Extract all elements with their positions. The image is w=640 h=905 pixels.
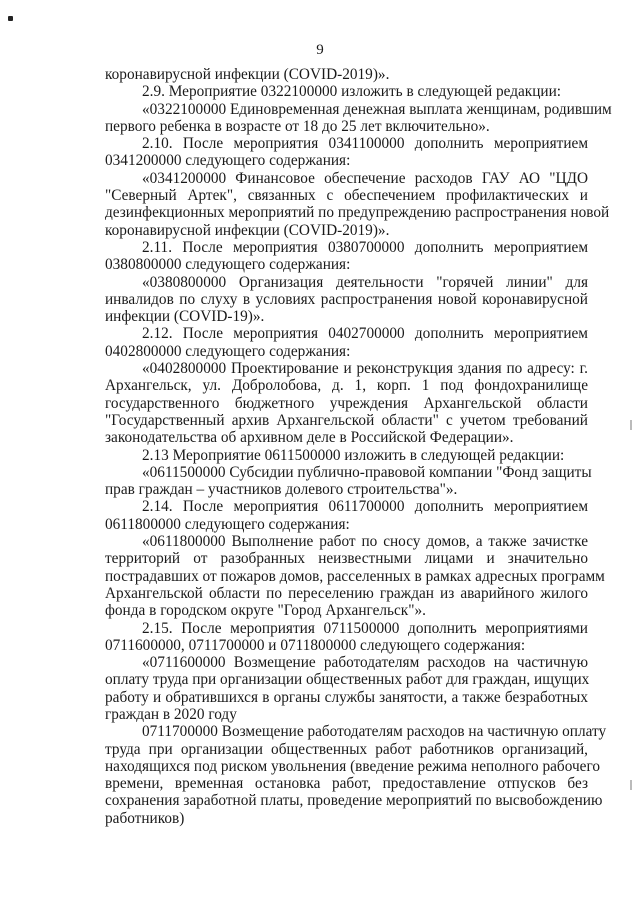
text-line: пострадавших от пожаров домов, расселенных в рамках адресных программ (105, 567, 605, 585)
text-line: времени, временная остановка работ, предоставление отпусков без (105, 775, 588, 793)
text-line: «0341200000 Финансовое обеспечение расходов ГАУ АО "ЦДО (142, 169, 588, 187)
scan-mark (8, 16, 13, 21)
text-line: "Северный Артек", связанных с обеспечением профилактических и (105, 187, 588, 205)
text-line: фонда в городском округе "Город Архангельск"». (105, 602, 426, 620)
text-line: 2.15. После мероприятия 0711500000 дополнить мероприятиями (142, 619, 588, 637)
text-line: 0711700000 Возмещение работодателям расходов на частичную оплату (142, 723, 607, 741)
text-line: 2.10. После мероприятия 0341100000 дополнить мероприятием (142, 135, 588, 153)
text-line: прав граждан – участников долевого строительства"». (105, 481, 458, 499)
text-line: 2.14. После мероприятия 0611700000 дополнить мероприятием (142, 498, 588, 516)
text-line: граждан в 2020 году (105, 705, 237, 723)
body-text (105, 66, 612, 827)
text-line: коронавирусной инфекции (COVID-2019)». (105, 66, 390, 83)
text-line: труда при организации общественных работ работников организаций, (105, 740, 588, 758)
text-line: оплату труда при организации общественных работ для граждан, ищущих (105, 671, 590, 689)
margin-scan-mark (630, 780, 632, 790)
text-line: инвалидов по слуху в условиях распространения новой коронавирусной (105, 290, 588, 308)
margin-scan-mark (630, 420, 632, 430)
text-line: 0711600000, 0711700000 и 0711800000 следующего содержания: (105, 636, 526, 654)
text-line: 0380800000 следующего содержания: (105, 256, 351, 274)
text-line: «0711600000 Возмещение работодателям расходов на частичную (142, 654, 588, 672)
text-line: «0611800000 Выполнение работ по сносу домов, а также зачистке (142, 533, 588, 551)
text-line: территорий от разобранных неизвестными лицами и значительно (105, 550, 588, 568)
text-line: дезинфекционных мероприятий по предупреждению распространения новой (105, 204, 610, 222)
text-line: коронавирусной инфекции (COVID-2019)». (105, 221, 390, 239)
text-line: сохранения заработной платы, проведение мероприятий по высвобождению (105, 792, 603, 810)
text-line: Архангельской области по переселению граждан из аварийного жилого (105, 584, 588, 602)
page-number: 9 (316, 42, 324, 58)
text-line: 2.13 Мероприятие 0611500000 изложить в следующей редакции: (142, 446, 565, 464)
text-line: работников) (105, 809, 185, 827)
text-line: Архангельск, ул. Доброл​обова, д. 1, корп. 1 под фондохранилище (105, 377, 588, 395)
text-line: инфекции (COVID-19)». (105, 308, 265, 326)
text-line: «0322100000 Единовременная денежная выплата женщинам, родившим (142, 100, 612, 118)
text-line: находящихся под риском увольнения (введение режима неполного рабочего (105, 757, 600, 775)
text-line: 0341200000 следующего содержания: (105, 152, 351, 170)
text-line: 2.9. Мероприятие 0322100000 изложить в следующей редакции: (142, 83, 562, 101)
text-line: «0611500000 Субсидии публично-правовой компании "Фонд защиты (142, 463, 592, 481)
text-line: работу и обратившихся в органы службы занятости, а также безработных (105, 688, 588, 706)
text-line: «0402800000 Проектирование и реконструкция здания по адресу: г. (142, 360, 588, 378)
text-line: 0402800000 следующего содержания: (105, 342, 351, 360)
text-line: первого ребенка в возрасте от 18 до 25 лет включительно». (105, 117, 490, 135)
text-line: "Государственный архив Архангельской области" с учетом требований (105, 411, 588, 429)
text-line: законодательства об архивном деле в Российской Федерации». (105, 429, 514, 447)
text-line: государственного бюджетного учреждения Архангельской области (105, 394, 588, 412)
text-line: 2.12. После мероприятия 0402700000 дополнить мероприятием (142, 325, 588, 343)
text-line: 0611800000 следующего содержания: (105, 515, 350, 533)
text-line: «0380800000 Организация деятельности "горячей линии" для (142, 273, 588, 291)
text-line: 2.11. После мероприятия 0380700000 дополнить мероприятием (142, 238, 588, 256)
